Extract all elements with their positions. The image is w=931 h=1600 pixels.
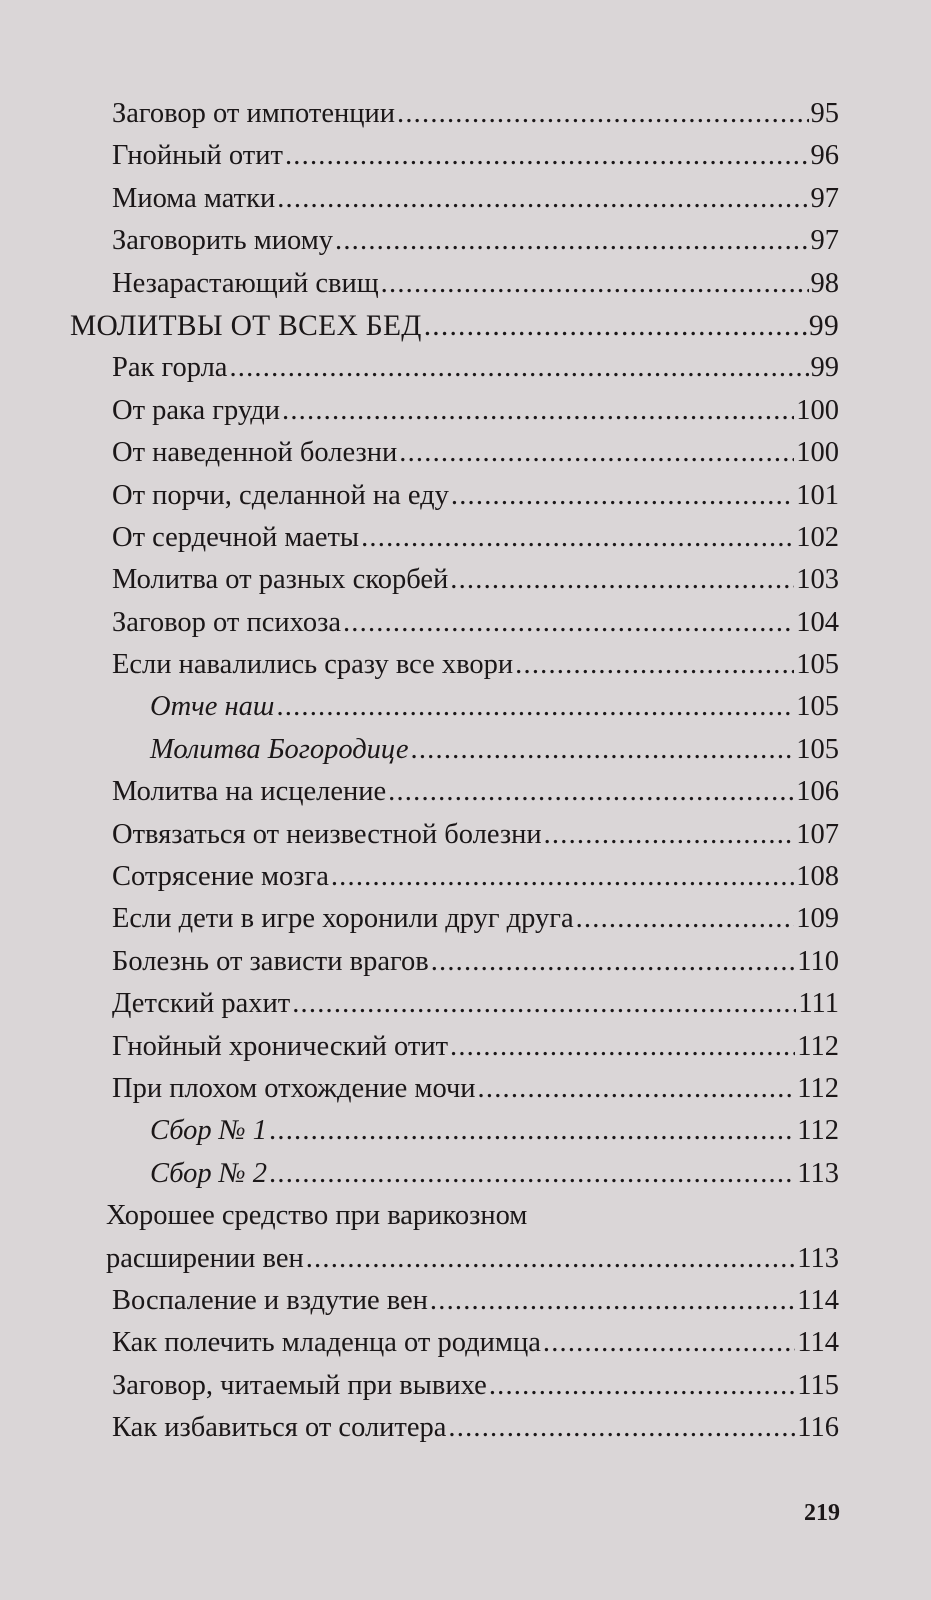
dot-leader: [397, 93, 808, 135]
toc-entry-title: МОЛИТВЫ ОТ ВСЕХ БЕД: [70, 309, 422, 342]
toc-entry-page: 114: [797, 1327, 839, 1359]
toc-entry-title: Заговор от психоза: [112, 606, 341, 638]
toc-entry-page: 107: [796, 818, 839, 850]
toc-subentry: [150, 686, 839, 728]
toc-entry-title: Заговор, читаемый при вывихе: [112, 1369, 487, 1401]
toc-entry-page: 99: [808, 309, 839, 342]
toc-entry-page: 98: [810, 267, 839, 299]
toc-entry: [112, 1280, 839, 1322]
toc-entry-title: Незарастающий свищ: [112, 267, 379, 299]
toc-entry-title: Рак горла: [112, 352, 228, 384]
dot-leader: [331, 856, 794, 898]
toc-entry-title: Болезнь от зависти врагов: [112, 945, 429, 977]
toc-entry-page: 101: [796, 479, 839, 511]
dot-leader: [269, 1110, 795, 1152]
dot-leader: [306, 1238, 796, 1280]
toc-entry: [112, 602, 839, 644]
dot-leader: [451, 475, 794, 517]
toc-entry-page: 105: [796, 733, 839, 765]
table-of-contents: [0, 93, 931, 1450]
dot-leader: [361, 517, 794, 559]
toc-entry-page: 103: [796, 564, 839, 596]
toc-entry: [112, 771, 839, 813]
dot-leader: [277, 178, 808, 220]
toc-entry-title: Сбор № 2: [150, 1157, 268, 1189]
toc-entry-title: При плохом отхождение мочи: [112, 1072, 476, 1104]
toc-entry-page: 112: [797, 1072, 839, 1104]
dot-leader: [430, 1280, 795, 1322]
toc-entry: [112, 475, 839, 517]
dot-leader: [292, 983, 796, 1025]
toc-entry-title: Сотрясение мозга: [112, 861, 329, 893]
toc-entry-page: 99: [810, 352, 839, 384]
toc-entry-title: Как полечить младенца от родимца: [112, 1327, 541, 1359]
toc-entry: [112, 1026, 839, 1068]
dot-leader: [431, 941, 796, 983]
page-number: 219: [804, 1500, 840, 1526]
toc-subentry: [150, 729, 839, 771]
dot-leader: [285, 135, 809, 177]
toc-entry-title: Молитва на исцеление: [112, 776, 387, 808]
dot-leader: [424, 305, 807, 347]
toc-entry-page: 100: [796, 394, 839, 426]
toc-entry-page: 113: [797, 1157, 839, 1189]
toc-entry: [112, 898, 839, 940]
dot-leader: [335, 220, 808, 262]
toc-entry-title: Гнойный хронический отит: [112, 1030, 449, 1062]
toc-entry: [112, 135, 839, 177]
toc-entry: [112, 856, 839, 898]
toc-subentry: [150, 1153, 839, 1195]
dot-leader: [229, 347, 808, 389]
toc-entry-title: От порчи, сделанной на еду: [112, 479, 449, 511]
toc-entry-title: Отче наш: [150, 691, 275, 723]
toc-entry-title: От рака груди: [112, 394, 281, 426]
toc-entry: [112, 1322, 839, 1364]
dot-leader: [399, 432, 794, 474]
toc-entry: [112, 559, 839, 601]
toc-entry-page: 105: [796, 691, 839, 723]
toc-entry-title: Заговорить миому: [112, 225, 334, 257]
toc-entry: [112, 941, 839, 983]
toc-entry-title: Как избавиться от солитера: [112, 1412, 447, 1444]
toc-entry-page: 95: [810, 98, 839, 129]
toc-entry: [112, 1068, 839, 1110]
toc-entry: [112, 93, 839, 135]
toc-section-heading: [70, 305, 839, 347]
toc-entry: [112, 983, 839, 1025]
toc-entry-title: Если навалились сразу все хвори: [112, 649, 514, 681]
toc-entry-page: 108: [796, 861, 839, 893]
toc-entry-page: 111: [798, 988, 839, 1020]
dot-leader: [282, 390, 794, 432]
dot-leader: [450, 1026, 795, 1068]
toc-entry-title: Заговор от импотенции: [112, 98, 396, 129]
toc-entry-title: Отвязаться от неизвестной болезни: [112, 818, 542, 850]
toc-entry-page: 105: [796, 649, 839, 681]
dot-leader: [269, 1153, 795, 1195]
toc-entry: [106, 1238, 839, 1280]
toc-entry-title: Если дети в игре хоронили друг друга: [112, 903, 574, 935]
dot-leader: [543, 1322, 795, 1364]
toc-entry-title: Миома матки: [112, 182, 276, 214]
toc-entry: [112, 263, 839, 305]
toc-entry-title: Детский рахит: [112, 988, 291, 1020]
toc-entry-page: 96: [810, 140, 839, 172]
toc-entry-page: 112: [797, 1030, 839, 1062]
toc-entry: [112, 517, 839, 559]
toc-entry-page: 102: [796, 521, 839, 553]
toc-entry-title: От наведенной болезни: [112, 437, 398, 469]
dot-leader: [381, 263, 809, 305]
dot-leader: [515, 644, 794, 686]
toc-entry-page: 110: [797, 945, 839, 977]
toc-entry-page: 106: [796, 776, 839, 808]
dot-leader: [478, 1068, 796, 1110]
toc-entry: [112, 1365, 839, 1407]
toc-entry: [112, 220, 839, 262]
dot-leader: [544, 814, 795, 856]
toc-entry-title: Молитва от разных скорбей: [112, 564, 449, 596]
toc-entry: [112, 390, 839, 432]
toc-entry: [112, 347, 839, 389]
toc-entry-page: 114: [797, 1284, 839, 1316]
dot-leader: [489, 1365, 795, 1407]
toc-entry-title: От сердечной маеты: [112, 521, 360, 553]
toc-subentry: [150, 1110, 839, 1152]
toc-entry-title-line: Хорошее средство при варикозном: [106, 1200, 528, 1232]
toc-entry-title: Сбор № 1: [150, 1115, 268, 1147]
toc-entry-title: расширении вен: [106, 1242, 304, 1274]
toc-entry-page: 112: [797, 1115, 839, 1147]
toc-entry: [112, 644, 839, 686]
toc-entry-page: 104: [796, 606, 839, 638]
toc-entry-page: 97: [810, 182, 839, 214]
toc-entry: [112, 814, 839, 856]
toc-entry-page: 100: [796, 437, 839, 469]
toc-entry-title: Воспаление и вздутие вен: [112, 1284, 428, 1316]
dot-leader: [450, 559, 794, 601]
toc-entry-title: Гнойный отит: [112, 140, 283, 172]
toc-entry-title: Молитва Богородице: [150, 733, 409, 765]
dot-leader: [448, 1407, 795, 1449]
toc-entry-page: 116: [797, 1412, 839, 1444]
toc-entry: [112, 1407, 839, 1449]
dot-leader: [276, 686, 794, 728]
toc-entry-page: 97: [810, 225, 839, 257]
toc-entry-page: 115: [797, 1369, 839, 1401]
toc-entry-page: 109: [796, 903, 839, 935]
toc-entry: [112, 178, 839, 220]
dot-leader: [576, 898, 795, 940]
dot-leader: [411, 729, 795, 771]
dot-leader: [388, 771, 794, 813]
dot-leader: [343, 602, 794, 644]
toc-entry: [112, 432, 839, 474]
toc-entry-page: 113: [797, 1242, 839, 1274]
